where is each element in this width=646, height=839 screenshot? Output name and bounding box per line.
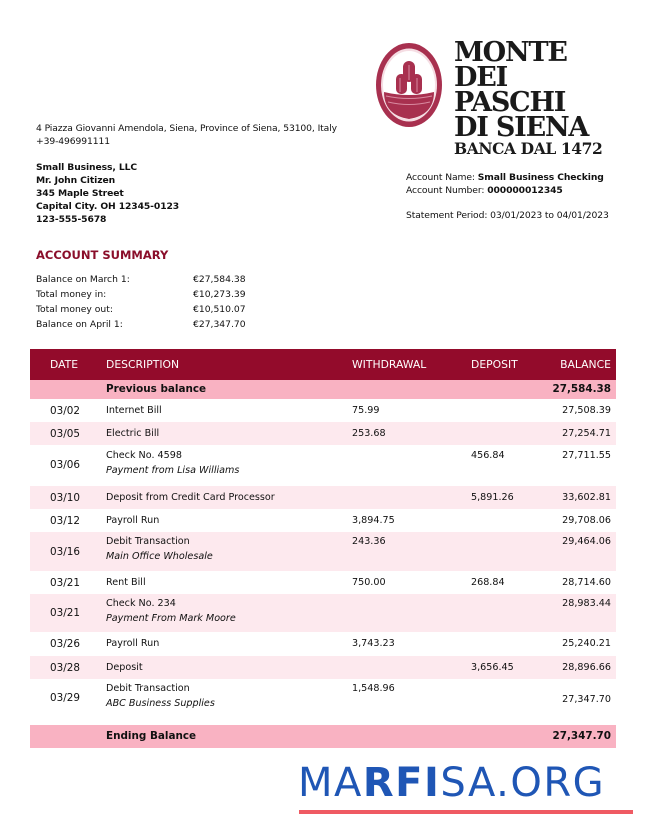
row-date: 03/12 — [50, 515, 80, 527]
row-description-sub: ABC Business Supplies — [106, 698, 215, 709]
row-description: Rent Bill — [106, 577, 146, 588]
row-description-main: Check No. 4598 — [106, 450, 182, 461]
row-description — [106, 536, 213, 562]
row-description — [106, 598, 236, 624]
row-date: 03/05 — [50, 428, 80, 440]
customer-street: 345 Maple Street — [36, 188, 124, 199]
bank-address-block — [36, 122, 337, 148]
row-deposit: 3,656.45 — [471, 662, 514, 673]
marfisa-watermark — [298, 762, 605, 804]
watermark-part-light: MA — [298, 760, 363, 806]
row-balance: 27,347.70 — [562, 694, 611, 705]
account-name-label: Account Name: — [406, 172, 475, 183]
row-balance: 29,464.06 — [562, 536, 611, 547]
row-balance: 28,714.60 — [562, 577, 611, 588]
summary-label: Total money out: — [36, 304, 113, 315]
row-description-main: Debit Transaction — [106, 683, 190, 694]
bank-logo — [374, 37, 624, 158]
summary-value: €10,510.07 — [193, 304, 246, 315]
header-description: DESCRIPTION — [106, 358, 180, 371]
summary-value: €10,273.39 — [193, 289, 246, 300]
customer-contact: Mr. John Citizen — [36, 175, 116, 186]
row-balance: 29,708.06 — [562, 515, 611, 526]
table-row — [30, 679, 616, 725]
customer-city: Capital City. OH 12345-0123 — [36, 201, 180, 212]
row-date: 03/28 — [50, 662, 80, 674]
summary-value: €27,347.70 — [193, 319, 246, 330]
bank-tagline: BANCA DAL 1472 — [454, 139, 603, 158]
row-withdrawal: 3,743.23 — [352, 638, 395, 649]
row-balance: 33,602.81 — [562, 492, 611, 503]
table-header — [30, 349, 616, 380]
ending-balance-row — [30, 725, 616, 748]
ending-balance-value: 27,347.70 — [552, 730, 611, 742]
row-date: 03/10 — [50, 492, 80, 504]
row-date: 03/29 — [50, 692, 80, 704]
row-balance: 25,240.21 — [562, 638, 611, 649]
row-deposit: 456.84 — [471, 450, 505, 461]
row-withdrawal: 253.68 — [352, 428, 386, 439]
row-date: 03/21 — [50, 577, 80, 589]
row-description-main: Debit Transaction — [106, 536, 190, 547]
row-balance: 28,983.44 — [562, 598, 611, 609]
summary-row — [36, 319, 256, 334]
previous-balance-label: Previous balance — [106, 383, 207, 395]
row-date: 03/26 — [50, 638, 80, 650]
row-description: Deposit — [106, 662, 143, 673]
row-description — [106, 450, 239, 476]
row-description: Electric Bill — [106, 428, 160, 439]
account-name-line — [406, 171, 609, 184]
row-withdrawal: 75.99 — [352, 405, 380, 416]
summary-value: €27,584.38 — [193, 274, 246, 285]
row-description-main: Check No. 234 — [106, 598, 176, 609]
row-description — [106, 683, 215, 709]
account-number-value: 000000012345 — [487, 185, 563, 196]
account-info-block — [406, 171, 609, 222]
row-date: 03/06 — [50, 459, 80, 471]
table-row — [30, 632, 616, 656]
previous-balance-value: 27,584.38 — [552, 383, 611, 395]
header-date: DATE — [50, 358, 79, 371]
row-description: Internet Bill — [106, 405, 162, 416]
row-withdrawal: 243.36 — [352, 536, 386, 547]
table-row — [30, 445, 616, 486]
row-date: 03/16 — [50, 546, 80, 558]
watermark-underline — [299, 810, 633, 814]
table-row — [30, 532, 616, 571]
transactions-table — [30, 349, 616, 748]
bank-emblem-icon — [374, 40, 444, 130]
row-description: Payroll Run — [106, 638, 160, 649]
customer-company: Small Business, LLC — [36, 162, 137, 173]
account-name-value: Small Business Checking — [477, 172, 604, 183]
header-balance: BALANCE — [560, 358, 611, 371]
summary-label: Total money in: — [36, 289, 107, 300]
table-row — [30, 422, 616, 445]
row-withdrawal: 3,894.75 — [352, 515, 395, 526]
bank-name-line1: MONTE — [454, 37, 567, 68]
bank-address: 4 Piazza Giovanni Amendola, Siena, Province of Siena, 53100, Italy — [36, 123, 337, 134]
table-row — [30, 486, 616, 509]
row-description-sub: Payment From Mark Moore — [106, 613, 236, 624]
account-number-label: Account Number: — [406, 185, 485, 196]
summary-row — [36, 289, 256, 304]
account-number-line — [406, 184, 609, 197]
account-summary-title: ACCOUNT SUMMARY — [36, 248, 169, 262]
row-withdrawal: 1,548.96 — [352, 683, 395, 694]
customer-phone: 123-555-5678 — [36, 214, 107, 225]
customer-address-block — [36, 161, 179, 226]
table-row — [30, 399, 616, 422]
bank-name-line2: DEI PASCHI — [454, 62, 566, 118]
row-deposit: 268.84 — [471, 577, 505, 588]
row-date: 03/02 — [50, 405, 80, 417]
ending-balance-label: Ending Balance — [106, 730, 197, 742]
table-row — [30, 656, 616, 679]
row-description-sub: Payment from Lisa Williams — [106, 465, 240, 476]
bank-phone: +39-496991111 — [36, 136, 111, 147]
row-description: Payroll Run — [106, 515, 160, 526]
row-date: 03/21 — [50, 607, 80, 619]
header-deposit: DEPOSIT — [471, 358, 518, 371]
row-balance: 27,254.71 — [562, 428, 611, 439]
table-row — [30, 594, 616, 632]
bank-name-line3: DI SIENA — [454, 112, 589, 143]
table-row — [30, 509, 616, 532]
row-description: Deposit from Credit Card Processor — [106, 492, 275, 503]
table-row — [30, 571, 616, 594]
header-withdrawal: WITHDRAWAL — [352, 358, 427, 371]
summary-label: Balance on April 1: — [36, 319, 123, 330]
row-balance: 28,896.66 — [562, 662, 611, 673]
row-withdrawal: 750.00 — [352, 577, 386, 588]
watermark-part-bold: RFI — [362, 760, 441, 806]
statement-period: Statement Period: 03/01/2023 to 04/01/2023 — [406, 210, 609, 221]
row-deposit: 5,891.26 — [471, 492, 514, 503]
row-balance: 27,711.55 — [562, 450, 611, 461]
bank-wordmark — [454, 37, 624, 158]
watermark-part-rest: SA.ORG — [440, 760, 606, 806]
row-description-sub: Main Office Wholesale — [106, 551, 213, 562]
summary-row — [36, 304, 256, 319]
summary-label: Balance on March 1: — [36, 274, 130, 285]
previous-balance-row — [30, 380, 616, 399]
row-balance: 27,508.39 — [562, 405, 611, 416]
summary-row — [36, 274, 256, 289]
